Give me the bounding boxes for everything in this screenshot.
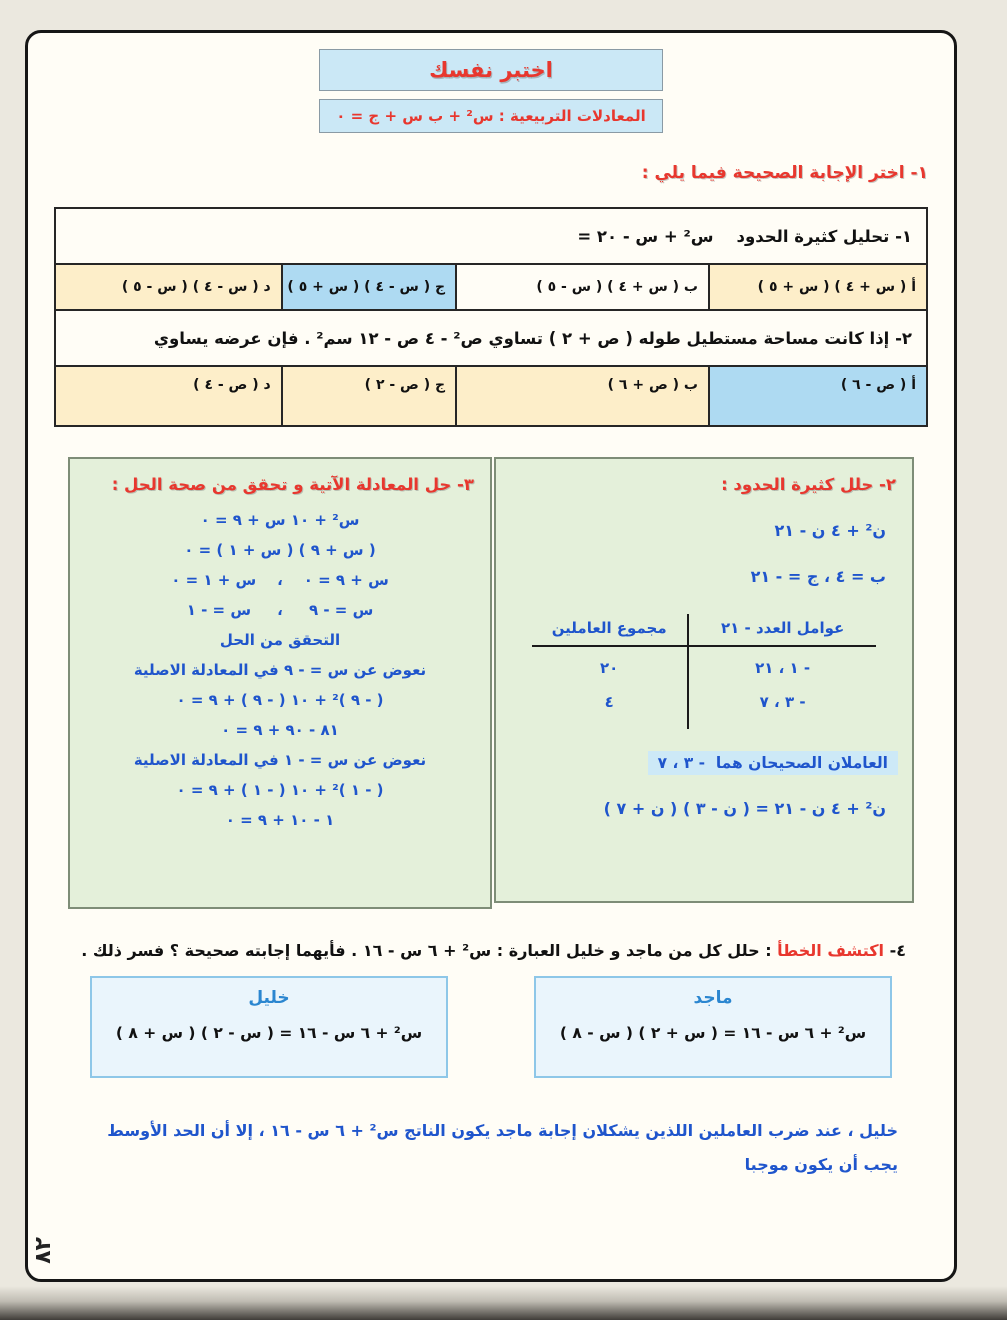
khalil-work: س² + ٦ س - ١٦ = ( س - ٢ ) ( س + ٨ ) bbox=[115, 1024, 423, 1042]
q2-conclusion bbox=[508, 753, 900, 772]
factor-table-row bbox=[532, 681, 877, 729]
q4-heading bbox=[76, 941, 906, 960]
mcq-item1-choice-b[interactable]: ب ( س + ٤ ) ( س - ٥ ) bbox=[456, 264, 709, 310]
title-box bbox=[319, 49, 663, 91]
factor-table-header bbox=[532, 614, 877, 647]
mcq-item1-stem: ١- تحليل كثيرة الحدود س² + س - ٢٠ = bbox=[55, 208, 927, 264]
q2-box bbox=[494, 457, 914, 903]
q2-polynomial: ن² + ٤ ن - ٢١ bbox=[774, 521, 886, 540]
majed-name: ماجد bbox=[693, 988, 733, 1008]
khalil-name: خليل bbox=[248, 988, 290, 1008]
mcq-table bbox=[54, 207, 928, 427]
q4-number: ٤- bbox=[884, 941, 906, 960]
q4-answer-note bbox=[84, 1114, 898, 1182]
factor-pair-2: - ٣ ، ٧ bbox=[687, 681, 877, 729]
q1-heading: ١- اختر الإجابة الصحيحة فيما يلي : bbox=[641, 163, 928, 183]
solution-boxes-row bbox=[68, 457, 914, 909]
q3-equation: س² + ١٠ س + ٩ = ٠ bbox=[200, 511, 360, 529]
q3-substitute-1-eq: ( - ٩ )² + ١٠ ( - ٩ ) + ٩ = ٠ bbox=[176, 691, 384, 709]
page-title: اختبر نفسك bbox=[429, 58, 553, 82]
q3-substitute-2: نعوض عن س = - ١ في المعادلة الاصلية bbox=[133, 751, 427, 769]
lesson-subtitle: المعادلات التربيعية : س² + ب س + ج = ٠ bbox=[336, 107, 646, 125]
q3-substitute-1-result: ٨١ - ٩٠ + ٩ = ٠ bbox=[221, 721, 339, 739]
q4-highlight-label: اكتشف الخطأ bbox=[777, 941, 885, 960]
q2-result: ن² + ٤ ن - ٢١ = ( ن - ٣ ) ( ن + ٧ ) bbox=[603, 799, 886, 818]
majed-work: س² + ٦ س - ١٦ = ( س + ٢ ) ( س - ٨ ) bbox=[559, 1024, 867, 1042]
q3-title: ٣- حل المعادلة الآتية و تحقق من صحة الحل : bbox=[111, 475, 474, 494]
q2-coefficients: ب = ٤ ، ج = - ٢١ bbox=[750, 567, 886, 586]
q4-answer-line-2: يجب أن يكون موجبا bbox=[744, 1155, 898, 1174]
factor-table-col-factors: عوامل العدد - ٢١ bbox=[687, 614, 877, 647]
q3-box bbox=[68, 457, 492, 909]
mcq-item2-choice-c[interactable]: ج ( ص - ٢ ) bbox=[282, 366, 456, 426]
mcq-item2-choice-a-selected[interactable]: أ ( ص - ٦ ) bbox=[709, 366, 927, 426]
student-answers-row bbox=[90, 976, 892, 1078]
q3-substitute-2-eq: ( - ١ )² + ١٠ ( - ١ ) + ٩ = ٠ bbox=[176, 781, 384, 799]
mcq-item1-choice-d[interactable]: د ( س - ٤ ) ( س - ٥ ) bbox=[55, 264, 282, 310]
mcq-item2-choice-b[interactable]: ب ( ص + ٦ ) bbox=[456, 366, 709, 426]
q3-roots: س = - ٩ ، س = - ١ bbox=[186, 601, 374, 619]
q4-answer-line-1: خليل ، عند ضرب العاملين اللذين يشكلان إجابة ماجد يكون الناتج س² + ٦ س - ١٦ ، إلا أن الحد الأوسط bbox=[107, 1121, 898, 1140]
factor-table-row bbox=[532, 647, 877, 681]
q4-text: : حلل كل من ماجد و خليل العبارة : س² + ٦ س - ١٦ . فأيهما إجابته صحيحة ؟ فسر ذلك . bbox=[81, 941, 778, 960]
q3-check-heading: التحقق من الحل bbox=[219, 631, 341, 649]
q3-factored: ( س + ٩ ) ( س + ١ ) = ٠ bbox=[184, 541, 376, 559]
majed-box bbox=[534, 976, 892, 1078]
q3-substitute-2-result: ١ - ١٠ + ٩ = ٠ bbox=[225, 811, 335, 829]
factor-sum-1: ٢٠ bbox=[600, 659, 619, 677]
page-bottom-shadow bbox=[0, 1286, 1007, 1320]
factor-pair-1: - ١ ، ٢١ bbox=[687, 647, 877, 681]
page-number: ٨٢ bbox=[30, 1237, 56, 1264]
factor-table-col-sum: مجموع العاملين bbox=[532, 614, 687, 647]
q2-title: ٢- حلل كثيرة الحدود : bbox=[721, 475, 896, 494]
factor-sum-2: ٤ bbox=[604, 693, 614, 711]
q3-zero-factors: س + ٩ = ٠ ، س + ١ = ٠ bbox=[171, 571, 389, 589]
mcq-item2-stem: ٢- إذا كانت مساحة مستطيل طوله ( ص + ٢ ) تساوي ص² - ٤ ص - ١٢ سم² . فإن عرضه يساوي bbox=[55, 310, 927, 366]
khalil-box bbox=[90, 976, 448, 1078]
mcq-item1-choice-c-selected[interactable]: ج ( س - ٤ ) ( س + ٥ ) bbox=[282, 264, 456, 310]
mcq-item2-choice-d[interactable]: د ( ص - ٤ ) bbox=[55, 366, 282, 426]
q2-conclusion-highlight: العاملان الصحيحان هما - ٣ ، ٧ bbox=[648, 751, 898, 775]
subtitle-box bbox=[319, 99, 663, 133]
worksheet-frame bbox=[25, 30, 957, 1282]
factor-table bbox=[532, 614, 877, 729]
mcq-item1-choice-a[interactable]: أ ( س + ٤ ) ( س + ٥ ) bbox=[709, 264, 927, 310]
q3-substitute-1: نعوض عن س = - ٩ في المعادلة الاصلية bbox=[133, 661, 427, 679]
